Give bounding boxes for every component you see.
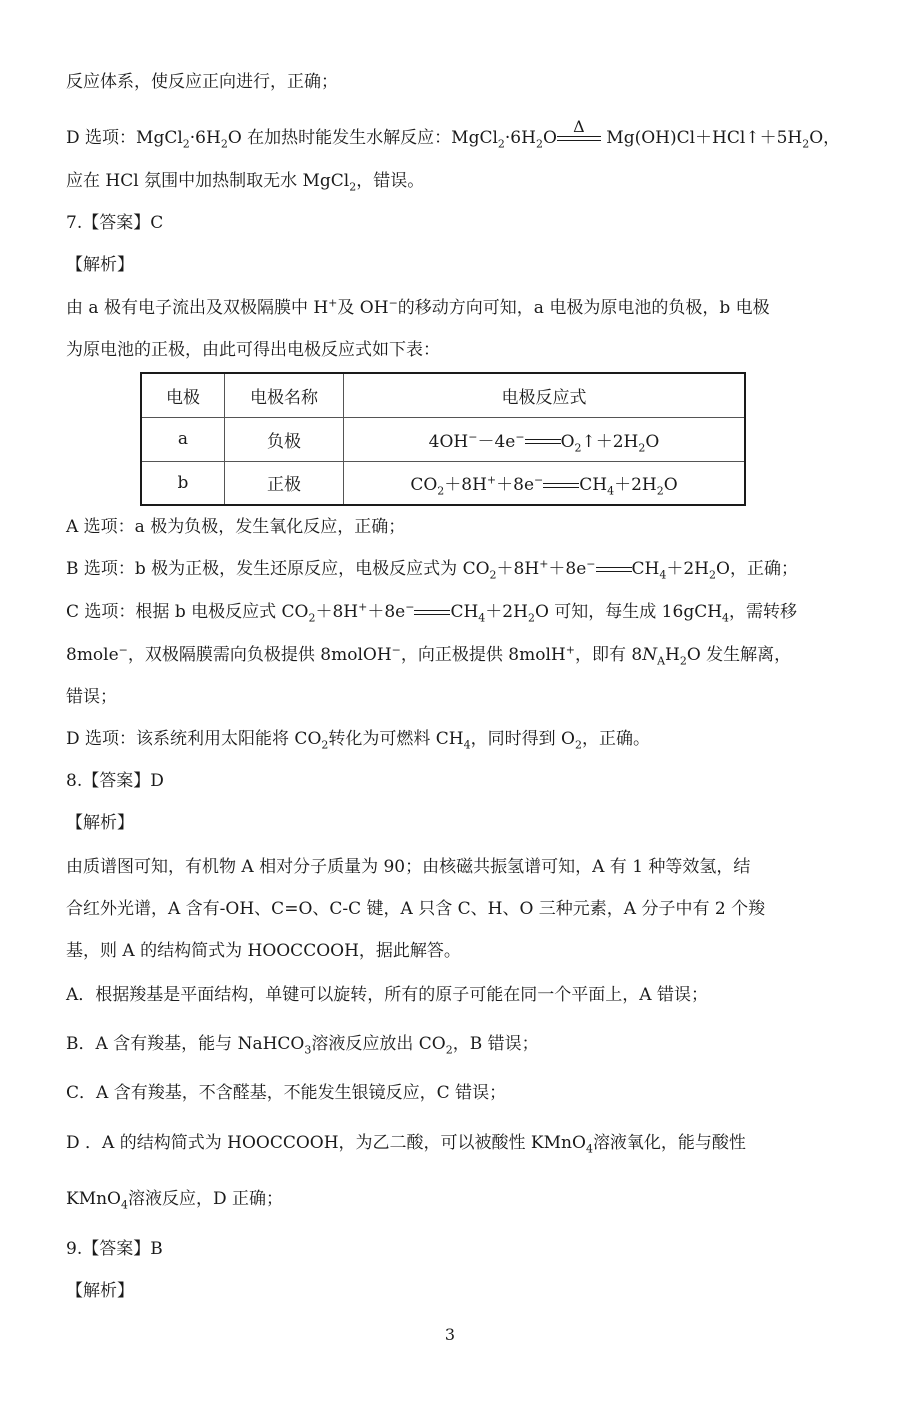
answer-heading: 9.【答案】B [66, 1239, 163, 1259]
table-cell: 正极 [225, 461, 344, 505]
electrode-reaction-table [140, 372, 746, 506]
text-line: A 选项：a 极为负极，发生氧化反应，正确； [66, 517, 406, 537]
table-cell: b [141, 461, 225, 505]
text-line: KMnO$_4$溶液反应，D 正确； [66, 1189, 284, 1212]
text-line: 基，则 A 的结构简式为 HOOCCOOH，据此解答。 [66, 941, 461, 961]
text-line: 为原电池的正极，由此可得出电极反应式如下表： [66, 340, 440, 360]
text-line: B．A 含有羧基，能与 NaHCO$_3$溶液反应放出 $CO_2$，B 错误； [66, 1034, 539, 1057]
text-line: 反应体系，使反应正向进行，正确； [66, 72, 338, 92]
text-line: 错误； [66, 687, 117, 707]
answer-heading: 8.【答案】D [66, 771, 164, 791]
text-line: 合红外光谱，A 含有-OH、C=O、C-C 键，A 只含 C、H、O 三种元素，A 分子中有 2 个羧 [66, 899, 766, 919]
answer-heading: 7.【答案】C [66, 213, 164, 233]
table-header-cell: 电极名称 [225, 373, 344, 417]
text-line: B 选项：b 极为正极，发生还原反应，电极反应式为 $CO_2+8H^++8e^-$ $CH_4+2H_2O$，正确； [66, 557, 798, 582]
page-number: 3 [444, 1325, 456, 1344]
equals-sign [543, 480, 579, 492]
table-cell: a [141, 417, 225, 461]
table-row [141, 461, 745, 505]
equals-sign [596, 564, 632, 576]
text-line: D ．A 的结构简式为 HOOCCOOH，为乙二酸，可以被酸性 KMnO$_4$溶液氧化，能与酸性 [66, 1133, 746, 1156]
table-cell: $CO_2+8H^++8e^-$ $CH_4+2H_2O$ [344, 461, 746, 505]
text-line: D 选项：$MgCl_2\cdot 6H_2O$ 在加热时能发生水解反应：$MgCl_2\cdot 6H_2O$ Δ $Mg(OH)Cl+HCl↑+5H_2O$， [66, 116, 841, 151]
text-line: 应在 HCl 氛围中加热制取无水 MgCl$_2$，错误。 [66, 171, 425, 194]
analysis-heading: 【解析】 [66, 813, 134, 833]
table-header-cell: 电极 [141, 373, 225, 417]
table-cell: 4OH−－4e− $O_2↑+2H_2O$ [344, 417, 746, 461]
table-header-row [141, 373, 745, 417]
analysis-heading: 【解析】 [66, 1281, 134, 1301]
table-cell: 负极 [225, 417, 344, 461]
table-row [141, 417, 745, 461]
text-line: D 选项：该系统利用太阳能将 $CO_2$转化为可燃料 $CH_4$，同时得到 $O_2$，正确。 [66, 729, 650, 752]
heating-equals-sign: Δ [557, 133, 601, 145]
analysis-heading: 【解析】 [66, 255, 134, 275]
equals-sign [525, 436, 561, 448]
text-line: 8mole−，双极隔膜需向负极提供 8molOH−，向正极提供 8molH+，即有 $8N_AH_2O$ 发生解离， [66, 643, 792, 668]
text-line: 由 a 极有电子流出及双极隔膜中 H+及 OH−的移动方向可知，a 电极为原电池的负极，b 电极 [66, 296, 770, 318]
equals-sign [414, 607, 450, 619]
text-line: 由质谱图可知，有机物 A 相对分子质量为 90；由核磁共振氢谱可知，A 有 1 种等效氢，结 [66, 857, 751, 877]
text-line: A．根据羧基是平面结构，单键可以旋转，所有的原子可能在同一个平面上，A 错误； [66, 985, 708, 1005]
text-line: C 选项：根据 b 电极反应式 $CO_2+8H^++8e^-$ $CH_4+2H_2O$ 可知，每生成 16gCH$_4$，需转移 [66, 600, 798, 625]
table-header-cell: 电极反应式 [344, 373, 746, 417]
text-line: C．A 含有羧基，不含醛基，不能发生银镜反应，C 错误； [66, 1083, 507, 1103]
